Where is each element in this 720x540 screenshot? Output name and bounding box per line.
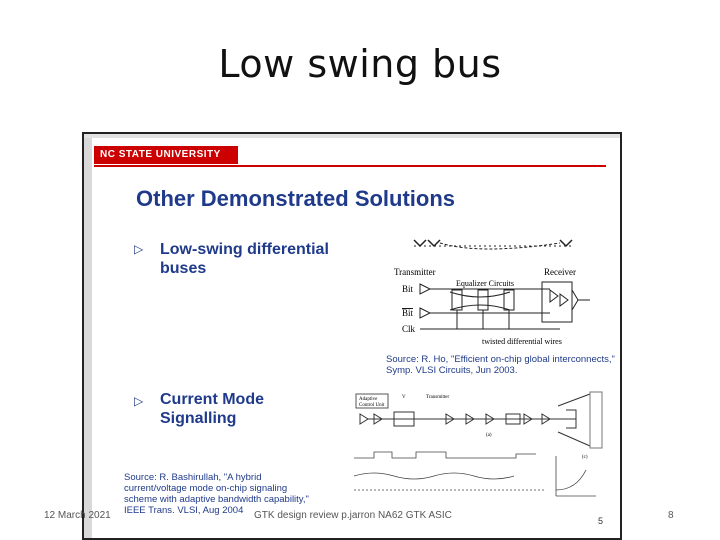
low-swing-bus-schematic — [390, 232, 612, 348]
citation-line: current/voltage mode on-chip signaling — [124, 483, 288, 494]
footer-date: 12 March 2021 — [44, 510, 111, 521]
triangle-bullet-icon: ▷ — [134, 242, 144, 256]
citation-line: Symp. VLSI Circuits, Jun 2003. — [386, 365, 518, 376]
ncsu-header-bar: NC STATE UNIVERSITY — [94, 146, 238, 164]
bullet-line: buses — [160, 260, 207, 277]
source-citation-1 — [386, 354, 615, 376]
image-border-shadow-top — [84, 134, 620, 138]
adaptive-label: Adaptive — [359, 397, 378, 402]
image-border-shadow — [84, 134, 92, 538]
bit-label: Bit — [402, 284, 414, 294]
label-a: (a) — [486, 433, 492, 438]
slide-page-number: 8 — [668, 510, 674, 521]
transmitter-label: Transmitter — [394, 267, 436, 277]
slide-title: Low swing bus — [218, 42, 502, 86]
citation-line: scheme with adaptive bandwidth capability," — [124, 494, 309, 505]
ncsu-header-rule — [94, 165, 606, 167]
footer-center-text: GTK design review p.jarron NA62 GTK ASIC — [254, 510, 452, 521]
current-mode-schematic — [346, 386, 608, 508]
bullet-low-swing — [160, 240, 329, 278]
embedded-slide-title: Other Demonstrated Solutions — [136, 186, 456, 211]
bullet-current-mode — [160, 390, 264, 428]
vbias-label: V — [402, 395, 406, 400]
label-c: (c) — [582, 455, 588, 460]
embedded-slide-image — [82, 132, 622, 540]
twisted-wires-label: twisted differential wires — [482, 337, 562, 346]
embedded-page-number: 5 — [598, 516, 604, 526]
bullet-line: Low-swing differential — [160, 241, 329, 258]
clk-label: Clk — [402, 324, 416, 334]
transmitter-small-label: Transmitter — [426, 395, 450, 400]
control-unit-label: Control Unit — [359, 403, 385, 408]
equalizer-label: Equalizer Circuits — [456, 279, 514, 288]
receiver-label: Receiver — [544, 267, 576, 277]
bullet-line: Signalling — [160, 410, 237, 427]
citation-line: IEEE Trans. VLSI, Aug 2004 — [124, 505, 244, 516]
bit-bar-label: Bit — [402, 308, 414, 318]
bullet-line: Current Mode — [160, 391, 264, 408]
citation-line: Source: R. Ho, "Efficient on-chip global interconnects," — [386, 354, 615, 365]
triangle-bullet-icon: ▷ — [134, 394, 144, 408]
citation-line: Source: R. Bashirullah, "A hybrid — [124, 472, 262, 483]
